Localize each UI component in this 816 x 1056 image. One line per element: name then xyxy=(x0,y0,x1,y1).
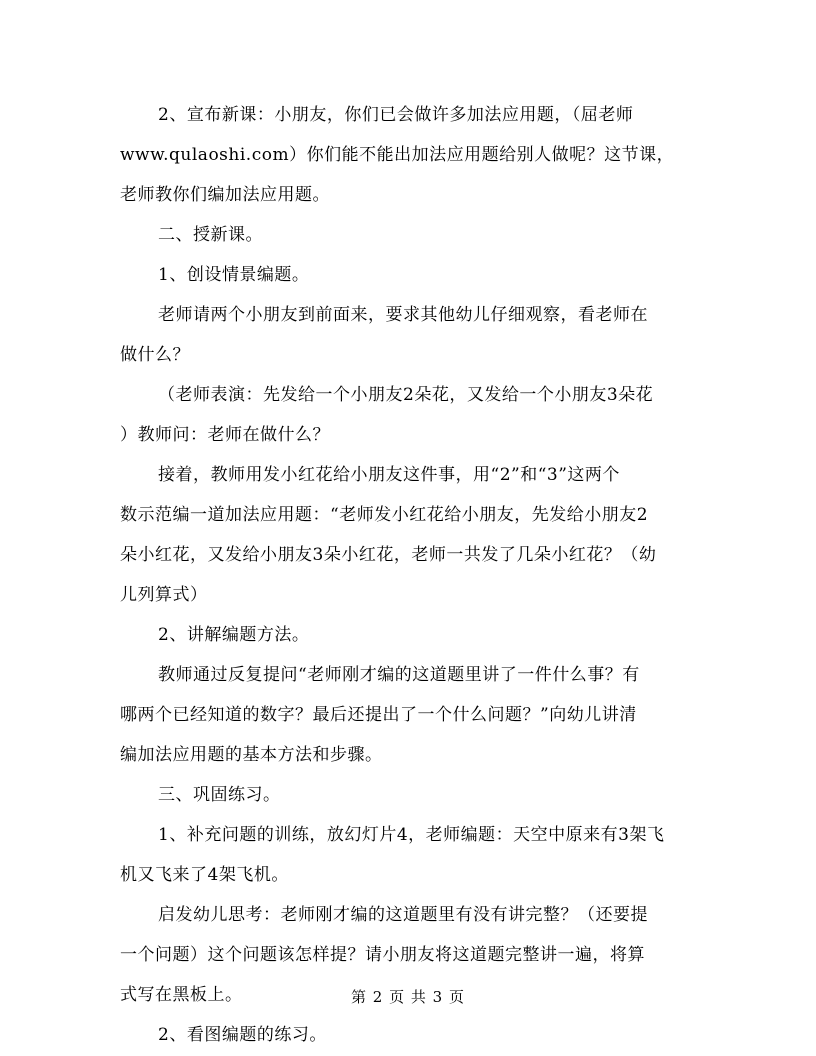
paragraph-teacher-performs: （老师表演：先发给一个小朋友2朵花，又发给一个小朋友3朵花 ）教师问：老师在做什么？ xyxy=(120,385,654,445)
subheading-explain-method: 2、讲解编题方法。 xyxy=(158,625,310,645)
paragraph-questioning: 教师通过反复提问“老师刚才编的这道题里讲了一件什么事？有 哪两个已经知道的数字？最后还提出了一个什么问题？”向幼儿讲清 编加法应用题的基本方法和步骤。 xyxy=(120,665,640,765)
page-number-footer: 第 2 页 共 3 页 xyxy=(351,988,465,1006)
paragraph-example-problem: 接着，教师用发小红花给小朋友这件事，用“2”和“3”这两个 数示范编一道加法应用题：“老师发小红花给小朋友，先发给小朋友2 朵小红花，又发给小朋友3朵小红花，老师一共发了几朵小红花？（幼 儿列算式） xyxy=(120,465,657,605)
section-heading-new-lesson: 二、授新课。 xyxy=(158,225,263,245)
paragraph-inspire-thinking: 启发幼儿思考：老师刚才编的这道题里有没有讲完整？（还要提 一个问题）这个问题该怎样提？请小朋友将这道题完整讲一遍，将算 式写在黑板上。 xyxy=(120,905,648,1005)
section-heading-practice: 三、巩固练习。 xyxy=(158,785,281,805)
paragraph-announce-lesson: 2、宣布新课：小朋友，你们已会做许多加法应用题，（屈老师 www.qulaoshi.com）你们能不能出加法应用题给别人做呢？这节课， 老师教你们编加法应用题。 xyxy=(120,105,675,205)
subheading-create-scenario: 1、创设情景编题。 xyxy=(158,265,310,285)
paragraph-teacher-invites: 老师请两个小朋友到前面来，要求其他幼儿仔细观察，看老师在 做什么？ xyxy=(120,305,648,365)
document-body xyxy=(120,95,698,1055)
paragraph-supplement-question: 1、补充问题的训练，放幻灯片4，老师编题：天空中原来有3架飞 机又飞来了4架飞机。 xyxy=(120,825,665,885)
subheading-picture-problem: 2、看图编题的练习。 xyxy=(158,1025,327,1045)
